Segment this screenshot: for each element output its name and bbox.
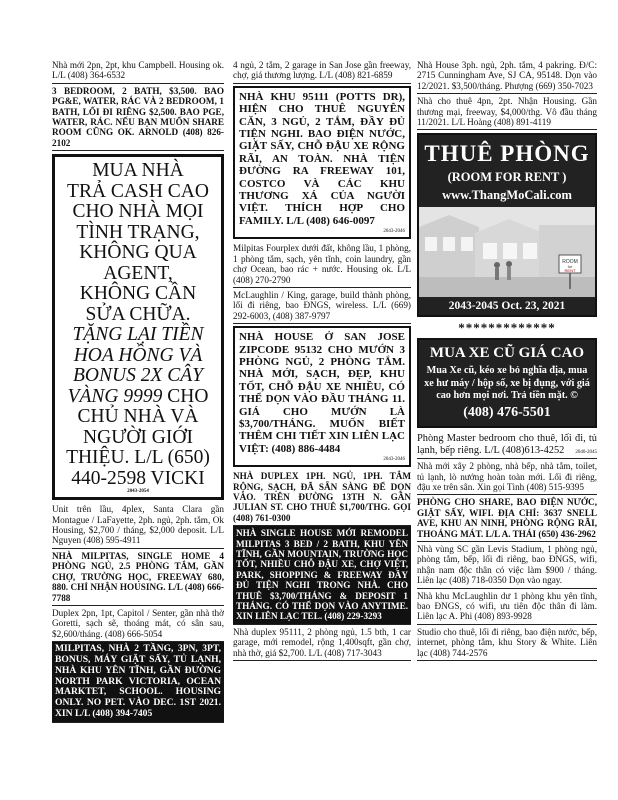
car-ad-title: MUA XE CŨ GIÁ CAO: [429, 345, 585, 362]
listing-milpitas-single: NHÀ MILPITAS, SINGLE HOME 4 PHÒNG NGỦ, 2.5 PHÒNG TẮM, GẦN CHỢ, TRƯỜNG HỌC, FREEWAY 680, 880. CHỈ NHẬN HOUSING. L/L (408) 666-7788: [52, 549, 224, 606]
column-1: [52, 58, 224, 723]
big-ad-line: SỬA CHỮA.: [85, 303, 191, 325]
listing-mclaughlin-room: Nhà khu McLaughlin dư 1 phòng khu yên tĩnh, bao ĐNGS, có wifi, ưu tiên độc thân đi làm. Liên lạc A. Phi (408) 893-9928: [417, 589, 597, 625]
ad-code: 2043-2046: [383, 229, 405, 235]
big-ad-line: AGENT,: [103, 262, 173, 284]
big-ad-line: CHO NHÀ MỌI: [72, 201, 204, 223]
ad-code: 2043-2054: [127, 489, 149, 495]
big-ad-line: 440-2598 VICKI: [71, 467, 205, 489]
banner-title: THUÊ PHÒNG: [424, 141, 590, 167]
listing-milpitas-2-tang: MILPITAS, NHÀ 2 TẦNG, 3PN, 3PT, BONUS, MÁY GIẶT SẤY, TỦ LẠNH, NHÀ KHU YÊN TĨNH, GẦN ĐƯỜNG NORTH PARK VICTORIA, OCEAN MARKTET, SCHOOL. HOUSING ONLY. NO PET. VÀO DEC. 1ST 2021. XIN L/L (408) 394-7405: [52, 642, 224, 723]
listing-santa-clara: Unit trên lầu, 4plex, Santa Clara gần Montague / LaFayette, 2ph. ngủ, 2ph. tắm, Ok Housing, $2,700 / tháng, $2,000 deposit. L/L Nguyen (408) 595-4911: [52, 502, 224, 549]
listing-text: NHÀ KHU 95111 (POTTS DR), HIỆN CHO THUÊ NGUYÊN CĂN, 3 NGỦ, 2 TẮM, ĐẦY ĐỦ TIỆN NGHI. BAO ĐIỆN NƯỚC, GIẶT SẤY, CHỖ ĐẬU XE RỘNG RÃI, AN TOÀN. NHÀ TIỆN ĐƯỜNG RA FREEWAY 101, COSTCO VÀ CÁC KHU THƯƠNG XÁ CỦA NGƯỜI VIỆT. THÍCH HỢP CHO FAMILY. L/L (408) 646-0097: [239, 90, 405, 227]
listing-arnold: 3 BEDROOM, 2 BATH, $3,500. BAO PG&E, WATER, RÁC VÀ 2 BEDROOM, 1 BATH, LỐI ĐI RIÊNG $2,500. BAO PGE, WATER, RÁC. NẾU BẠN MUỐN SHARE ROOM CŨNG OK. ARNOLD (408) 826-2102: [52, 84, 224, 151]
svg-text:RENT: RENT: [564, 268, 576, 274]
listing-master-bedroom: [417, 431, 597, 459]
ad-code: 2040-2045: [575, 449, 597, 455]
room-for-rent-banner: [417, 133, 597, 317]
listing-duplex-95111: Nhà duplex 95111, 2 phòng ngủ, 1.5 bth, 1 car garage, mới remodel, rộng 1,400sqft, gần chợ, nhà thờ, giá $2,700. L/L (408) 717-3043: [233, 625, 411, 661]
big-ad-line: CHỦ NHÀ VÀ: [77, 406, 199, 428]
listing-san-jose-4-ngu: 4 ngủ, 2 tắm, 2 garage in San Jose gần freeway, chợ, giá thương lượng. L/L (408) 821-6859: [233, 58, 411, 84]
big-ad-line: TÌNH TRẠNG,: [76, 221, 200, 243]
banner-url: www.ThangMoCali.com: [442, 188, 572, 203]
listing-text: NHÀ HOUSE Ở SAN JOSE ZIPCODE 95132 CHO MƯỚN 3 PHÒNG NGỦ, 2 PHÒNG TẮM. NHÀ MỚI, SẠCH, ĐẸP, KHU TỐT, CHỖ ĐẬU XE NHIỀU, CÓ THỂ DỌN VÀO ĐẦU THÁNG 11. GIÁ CHO MƯỚN LÀ $3,700/THÁNG. MUỐN BIẾT THÊM CHI TIẾT XIN LIÊN LẠC VIỆT: (408) 886-4484: [239, 331, 405, 455]
listing-duplex-13th: NHÀ DUPLEX 1PH. NGỦ, 1PH. TẮM RỘNG, SẠCH, ĐÃ SẴN SÀNG ĐỂ DỌN VÀO. TRÊN ĐƯỜNG 13TH N. GẦN JULIAN ST. CHO THUÊ $1,700/THG. GỌI (408) 761-0300: [233, 469, 411, 526]
big-ad-line: NGƯỜI GIỚI: [83, 426, 193, 448]
listing-levis-stadium: Nhà vùng SC gần Levis Stadium, 1 phòng ngủ, phòng tắm, bếp, lối đi riêng, bao ĐNGS, wifi, nhận nam độc thân có việc làm $900 / tháng. Liên lạc (408) 718-0350 Dọn vào ngay.: [417, 542, 597, 589]
room-illustration-graphic: [419, 207, 595, 297]
ad-code: 2043-2046: [383, 457, 405, 463]
listing-milpitas-remodel: NHÀ SINGLE HOUSE MỚI REMODEL MILPITAS 3 BED / 2 BATH, KHU YÊN TĨNH, GẦN MOUNTAIN, TRƯỜNG HỌC TỐT, NHIỀU CHỖ ĐẬU XE, CHỢ VIỆT, PARK, SHOPPING & FREEWAY ĐẦY ĐỦ TIỆN NGHI TRONG NHÀ. CHO THUÊ $3,700/THÁNG & DEPOSIT 1 THÁNG. CÓ THỂ DỌN VÀO ANYTIME. XIN LIÊN LẠC TEL. (408) 229-3293: [233, 526, 411, 625]
banner-subtitle: (ROOM FOR RENT ): [447, 170, 567, 185]
big-ad-line: MUA NHÀ: [92, 160, 184, 182]
room-illustration: [419, 207, 595, 297]
big-ad-line: KHÔNG CẦN: [79, 283, 197, 305]
svg-text:for: for: [567, 264, 573, 270]
listing-studio: Studio cho thuê, lối đi riêng, bao điện nước, bếp, internet, phòng tắm, khu Story & White. Liên lạc (408) 744-2576: [417, 625, 597, 661]
big-ad-line: HOA HỒNG VÀ: [73, 344, 203, 366]
listing-cunningham: Nhà House 3ph. ngủ, 2ph. tắm, 4 pakring. Đ/C: 2715 Cunningham Ave, SJ CA, 95148. Dọn vào 12/2021. $3,500/tháng. Phượng (669) 350-7023: [417, 58, 597, 94]
listing-campbell: Nhà mới 2pn, 2pt, khu Campbell. Housing ok. L/L (408) 364-6532: [52, 58, 224, 84]
svg-text:ROOM: ROOM: [562, 259, 578, 266]
listing-4pn-housing: Nhà cho thuê 4pn, 2pt. Nhận Housing. Gần thương mại, freeway, $4,000/thg. Vô đầu tháng 11/2021. L/L Hoàng (408) 891-4119: [417, 94, 597, 130]
listing-95111-potts: [233, 86, 411, 239]
big-ad-line: TẶNG LẠI TIỀN: [72, 324, 204, 346]
listing-text: Phòng Master bedroom cho thuê, lối đi, tủ lạnh, bếp riêng. L/L (408)613-4252: [417, 432, 597, 456]
big-ad-line: THIỆU. L/L (650): [66, 447, 210, 469]
big-ad-line: VÀNG 9999: [67, 385, 163, 407]
listing-nha-moi-xay: Nhà mới xây 2 phòng, nhà bếp, nhà tắm, toilet, tủ lạnh, lò nướng hoàn toàn mới. Lối đi riêng, đậu xe trên sân. Xin gọi Tình (408) 515-9395: [417, 459, 597, 495]
listing-share-snell: PHÒNG CHO SHARE, BAO ĐIỆN NƯỚC, GIẶT SẤY, WIFI. ĐỊA CHỈ: 3637 SNELL AVE, KHU AN NINH, PHÒNG RỘNG RÃI, THOÁNG MÁT. L/L A. THÁI (650) 436-2962: [417, 495, 597, 542]
banner-footer: 2043-2045 Oct. 23, 2021: [419, 297, 595, 315]
buy-used-car-ad: [417, 338, 597, 428]
listing-mclaughlin-king: McLaughlin / King, garage, build thành phòng, lối đi riêng, bao ĐNGS, wireless. L/L (669) 292-6003, (408) 387-9797: [233, 288, 411, 324]
big-ad-line: KHÔNG QUA: [79, 242, 197, 264]
car-ad-phone: (408) 476-5501: [463, 404, 551, 420]
listing-milpitas-fourplex: Milpitas Fourplex dưới đất, không lầu, 1 phòng, 1 phòng tắm, sạch, yên tĩnh, coin laundry, gần chợ Ocean, bao rác + nước. Housing ok. L/L (408) 270-2790: [233, 241, 411, 288]
big-ad-line: BONUS 2X CÂY: [72, 365, 203, 387]
buy-house-cash-ad: [52, 154, 224, 500]
column-3: [417, 58, 597, 661]
big-ad-line: CHO: [167, 385, 209, 407]
car-ad-body: Mua Xe cũ, kéo xe bỏ nghĩa địa, mua xe hư máy / hộp số, xe bị đụng, với giá cao hơn mọi nơi. Trả tiền mặt. ©: [424, 365, 590, 402]
listing-95132-house: [233, 326, 411, 467]
stars-divider: *************: [458, 320, 556, 336]
column-2: [233, 58, 411, 661]
listing-duplex-capitol: Duplex 2pn, 1pt, Capitol / Senter, gần nhà thờ Goretti, sạch sẽ, thoáng mát, có sân sau, $2,600/tháng. (408) 666-5054: [52, 606, 224, 642]
big-ad-line: TRẢ CASH CAO: [67, 180, 209, 202]
